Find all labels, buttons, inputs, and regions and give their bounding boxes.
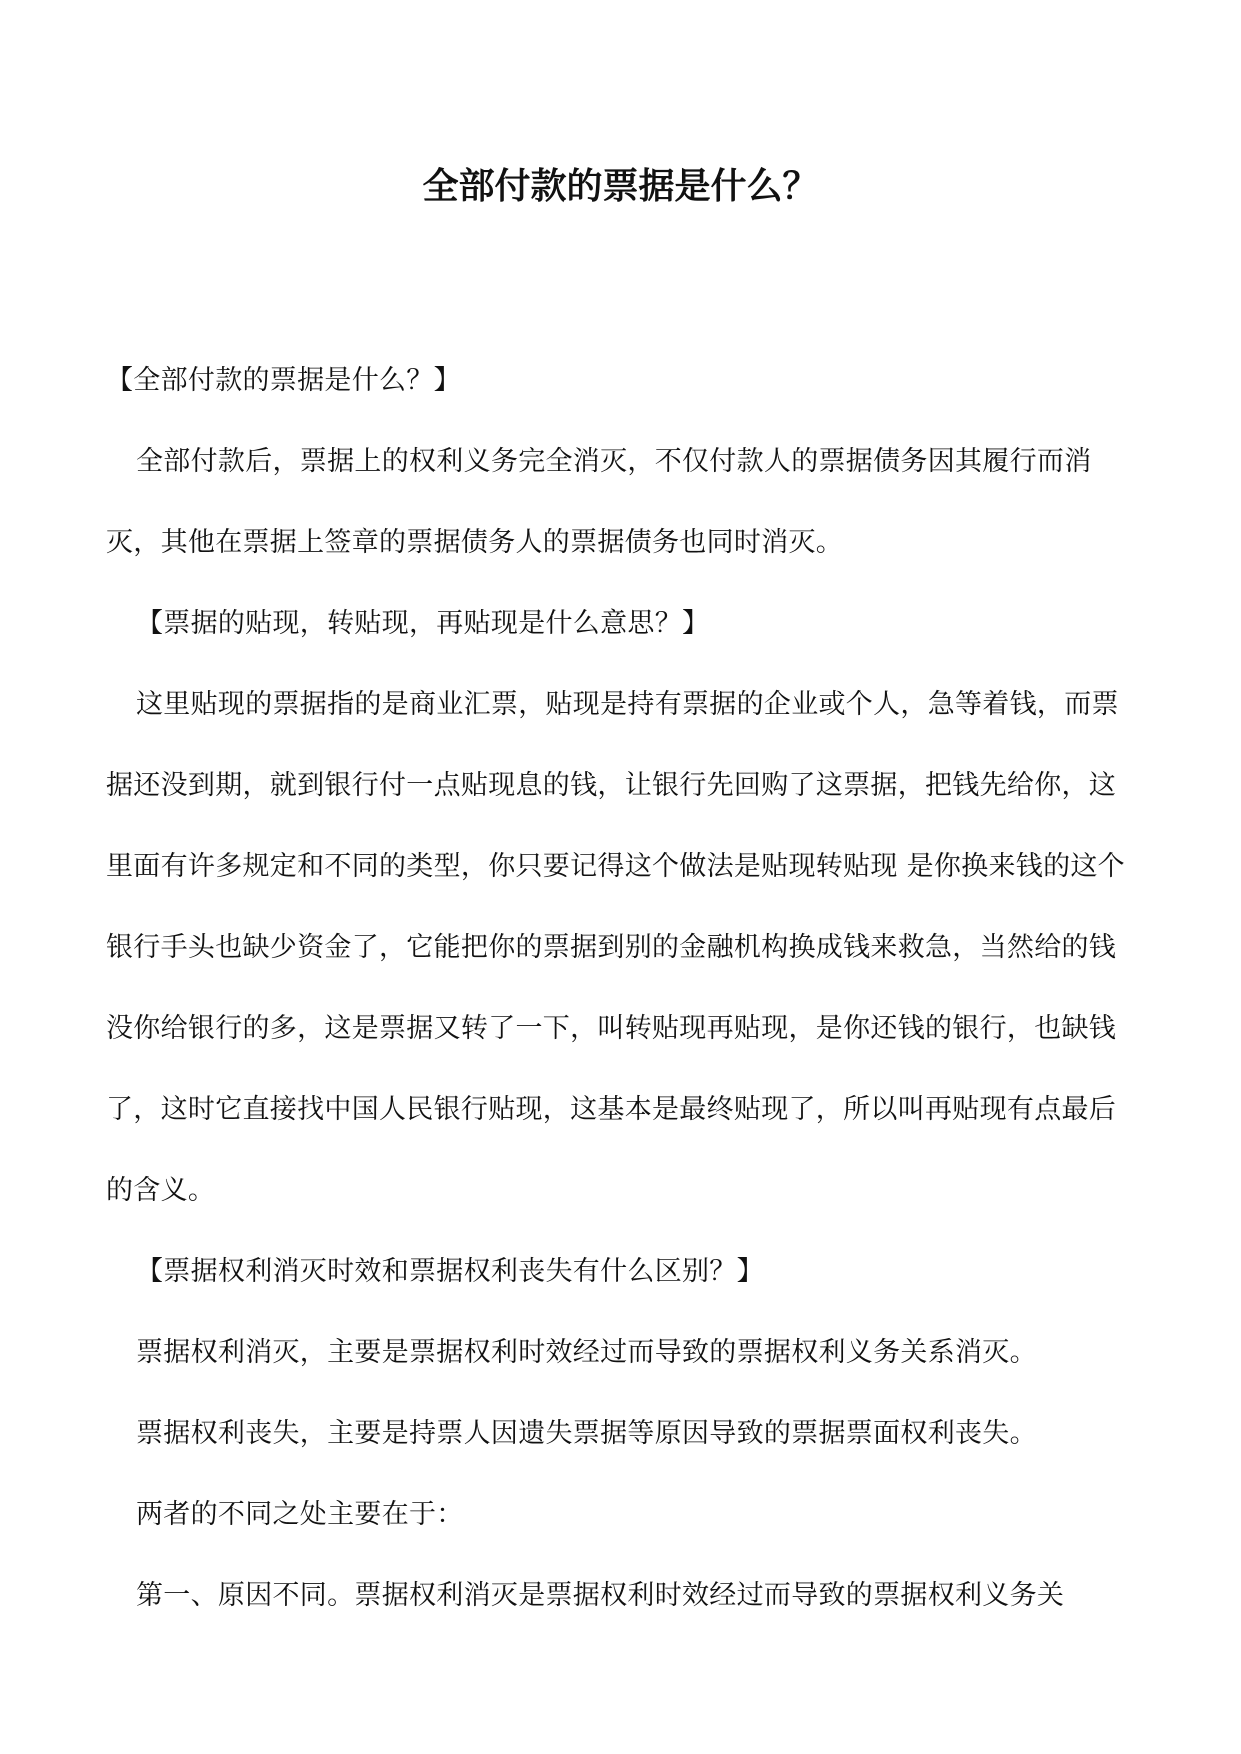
paragraph: 票据权利消灭，主要是票据权利时效经过而导致的票据权利义务关系消灭。 — [136, 1337, 1037, 1368]
document-body — [106, 340, 1141, 1636]
section-heading: 【票据的贴现，转贴现，再贴现是什么意思？】 — [136, 608, 710, 639]
paragraph: 全部付款后，票据上的权利义务完全消灭，不仅付款人的票据债务因其履行而消灭，其他在票据上签章的票据债务人的票据债务也同时消灭。 — [106, 446, 1092, 558]
section-heading: 【票据权利消灭时效和票据权利丧失有什么区别？】 — [136, 1256, 764, 1287]
paragraph: 两者的不同之处主要在于： — [136, 1499, 464, 1530]
paragraph: 这里贴现的票据指的是商业汇票，贴现是持有票据的企业或个人，急等着钱，而票据还没到期，就到银行付一点贴现息的钱，让银行先回购了这票据，把钱先给你，这里面有许多规定和不同的类型，你只要记得这个做法是贴现转贴现 是你换来钱的这个银行手头也缺少资金了，它能把你的票据到别的金融机构换成钱来救急，当然给的钱没你给银行的多，这是票据又转了一下，叫转贴现再贴现，是你还钱的银行，也缺钱了，这时它直接找中国人民银行贴现，这基本是最终贴现了，所以叫再贴现有点最后的含义。 — [106, 689, 1125, 1206]
section-heading: 【全部付款的票据是什么？】 — [106, 365, 461, 396]
paragraph: 票据权利丧失，主要是持票人因遗失票据等原因导致的票据票面权利丧失。 — [136, 1418, 1037, 1449]
document-title: 全部付款的票据是什么？ — [422, 165, 819, 207]
paragraph: 第一、原因不同。票据权利消灭是票据权利时效经过而导致的票据权利义务关 — [136, 1580, 1065, 1611]
